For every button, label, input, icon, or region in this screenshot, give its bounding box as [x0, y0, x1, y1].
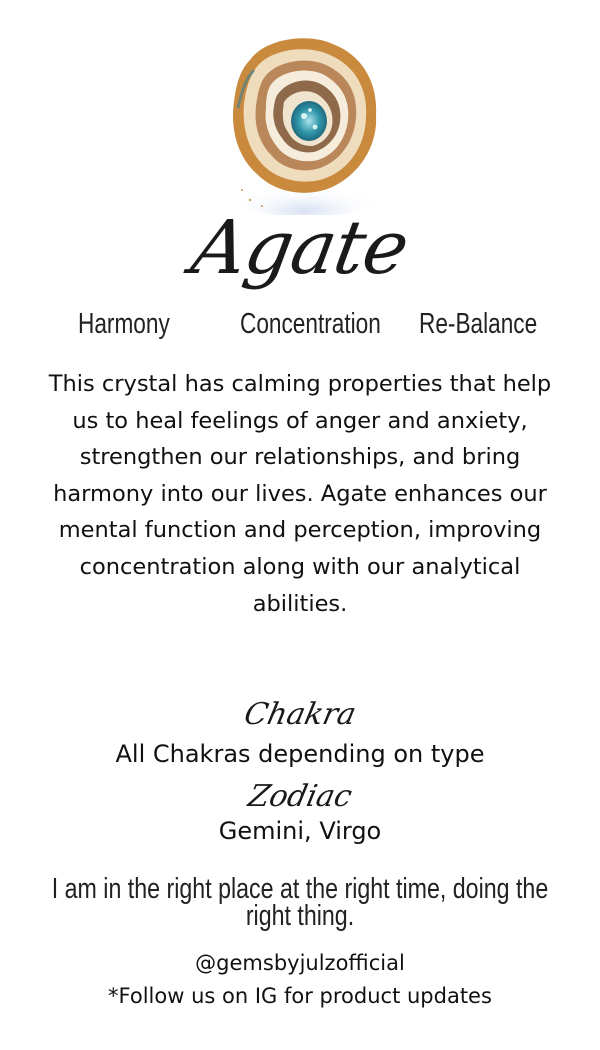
- keyword-concentration: Concentration: [240, 308, 381, 340]
- keyword-rebalance: Re-Balance: [419, 308, 538, 340]
- chakra-value: All Chakras depending on type: [115, 740, 485, 768]
- instagram-handle: @gemsbyjulzofficial: [195, 951, 405, 975]
- affirmation-text: I am in the right place at the right time, doing the right thing.: [51, 873, 549, 932]
- crystal-description: This crystal has calming properties that help us to heal feelings of anger and anxiety, strengthen our relationships, and bring harmony into our lives. Agate enhances our mental function and perception, improving concentration along with our analytical abilities.: [48, 371, 552, 617]
- crystal-title: Agate: [185, 205, 415, 291]
- chakra-heading: Chakra: [241, 697, 360, 732]
- keyword-row: [0, 300, 600, 348]
- follow-note: *Follow us on IG for product updates: [108, 984, 492, 1008]
- keyword-harmony: Harmony: [78, 308, 170, 340]
- zodiac-heading: Zodiac: [245, 779, 356, 814]
- agate-slice-icon: [220, 30, 385, 215]
- zodiac-value: Gemini, Virgo: [218, 817, 382, 845]
